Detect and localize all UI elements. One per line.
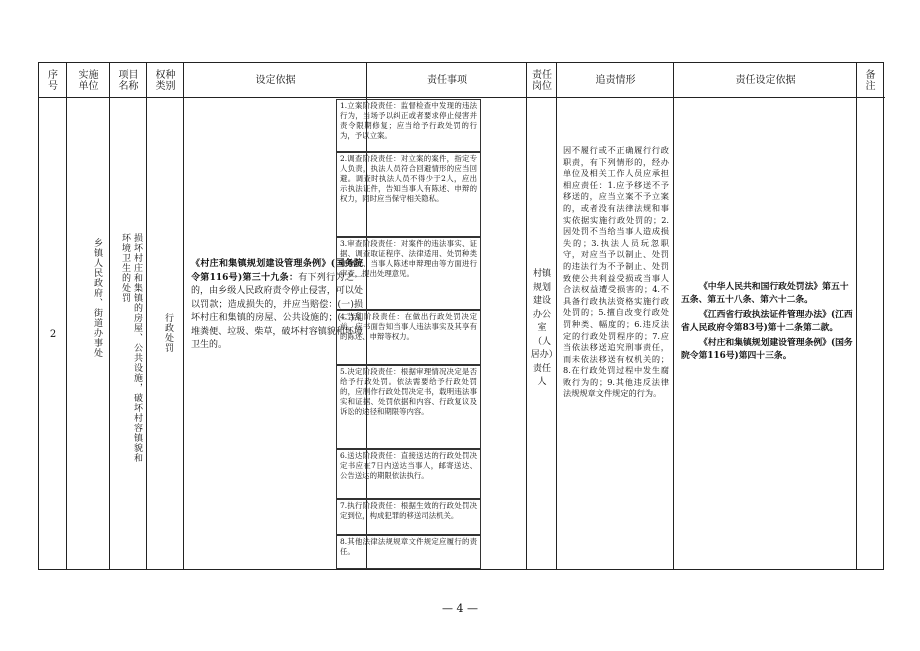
liability-basis-3: 《村庄和集镇规划建设管理条例》(国务院令第116号)第四十三条。 <box>681 338 853 361</box>
row-type: 行政处罚 <box>163 313 173 353</box>
row-liability-basis <box>681 281 853 401</box>
duty-step-7: 7.执行阶段责任：根据生效的行政处罚决定到位，构成犯罪的移送司法机关。 <box>336 499 481 535</box>
duty-step-4: 4.告知阶段责任：在做出行政处罚决定前，应书面告知当事人违法事实及其享有的陈述、申辩等权力。 <box>336 310 481 365</box>
header-duty: 责任事项 <box>427 75 467 86</box>
duty-step-1: 1.立案阶段责任：监督检查中发现的违法行为，当场予以纠正或者要求停止侵害并责令限期修复；应当给予行政处罚的行为，予以立案。 <box>336 99 481 152</box>
liability-basis-2: 《江西省行政执法证件管理办法》(江西省人民政府令第83号)第十二条第二款。 <box>681 310 853 333</box>
duty-step-8: 8.其他法律法规规章文件规定应履行的责任。 <box>336 535 481 569</box>
responsibility-table <box>38 62 884 570</box>
duty-step-5: 5.决定阶段责任：根据审理情况决定是否给予行政处罚。依法需要给予行政处罚的，应制作行政处罚决定书，载明违法事实和证据、处罚依据和内容、行政复议及诉讼的途径和期限等内容。 <box>336 365 481 449</box>
header-liability-basis: 责任设定依据 <box>735 75 796 86</box>
row-seq: 2 <box>49 328 57 340</box>
duty-step-2: 2.调查阶段责任：对立案的案件，指定专人负责，执法人员符合回避情形的应当回避。调查时执法人员不得少于2人，应出示执法证件，告知当事人有陈述、申辩的权力，同时应当保守相关隐私。 <box>336 152 481 237</box>
header-type: 权种类别 <box>155 69 176 92</box>
header-post: 责任岗位 <box>532 69 552 92</box>
basis-text: 有下列行为之一的，由乡级人民政府责令停止侵害，可以处以罚款；造成损失的，并应当赔偿：(一)损坏村庄和集镇的房屋、公共设施的；(二)乱堆粪便、垃圾、柴草，破坏村容镇貌和环境卫生的。 <box>191 272 363 350</box>
header-note: 备注 <box>865 69 876 92</box>
basis-title: 《村庄和集镇规划建设管理条例》(国务院令第116号)第三十九条： <box>191 259 363 283</box>
row-note <box>859 98 883 570</box>
row-post: 村镇规划建设办公室（人居办）责任人 <box>530 269 554 387</box>
duty-step-3: 3.审查阶段责任：对案件的违法事实、证据、调查取证程序、法律适用、处罚种类和幅度、当事人陈述申辩理由等方面进行审查，提出处理意见。 <box>336 237 481 310</box>
liability-basis-1: 《中华人民共和国行政处罚法》第五十五条、第五十八条、第六十二条。 <box>681 282 849 305</box>
header-basis: 设定依据 <box>255 75 296 86</box>
duty-step-6: 6.送达阶段责任：直接送达的行政处罚决定书应在7日内送达当事人，邮寄送达、公告送达的期限依法执行。 <box>336 449 481 499</box>
header-unit: 实施单位 <box>78 69 99 92</box>
header-seq: 序号 <box>48 69 58 92</box>
row-liability: 因不履行或不正确履行行政职责，有下列情形的，经办单位及相关工作人员应承担相应责任：1.应予移送不予移送的，应当立案不予立案的，或者没有法律法规和事实依据实施行政处罚的；2.因处罚不当给当事人造成损失的；3.执法人员玩忽职守，对应当予以制止、处罚的违法行为不予制止、处罚致使公共利益受损或当事人合法权益遭受损害的；4.不具备行政执法资格实施行政处罚的；5.擅自改变行政处罚种类、幅度的；6.违反法定的行政处罚程序的；7.应当依法移送追究刑事责任，而未依法移送有权机关的；8.在行政处罚过程中发生腐败行为的；9.其他违反法律法规规章文件规定的行为。 <box>563 145 669 399</box>
row-item: 损坏村庄和集镇的房屋、公共设施，破坏村容镇貌和环境卫生的处罚 <box>120 233 142 463</box>
page-number: — 4 — <box>442 602 478 615</box>
header-liability: 追责情形 <box>595 75 636 86</box>
header-item: 项目名称 <box>118 69 139 92</box>
row-unit: 乡镇人民政府、街道办事处 <box>92 238 102 358</box>
table-header <box>39 63 885 98</box>
